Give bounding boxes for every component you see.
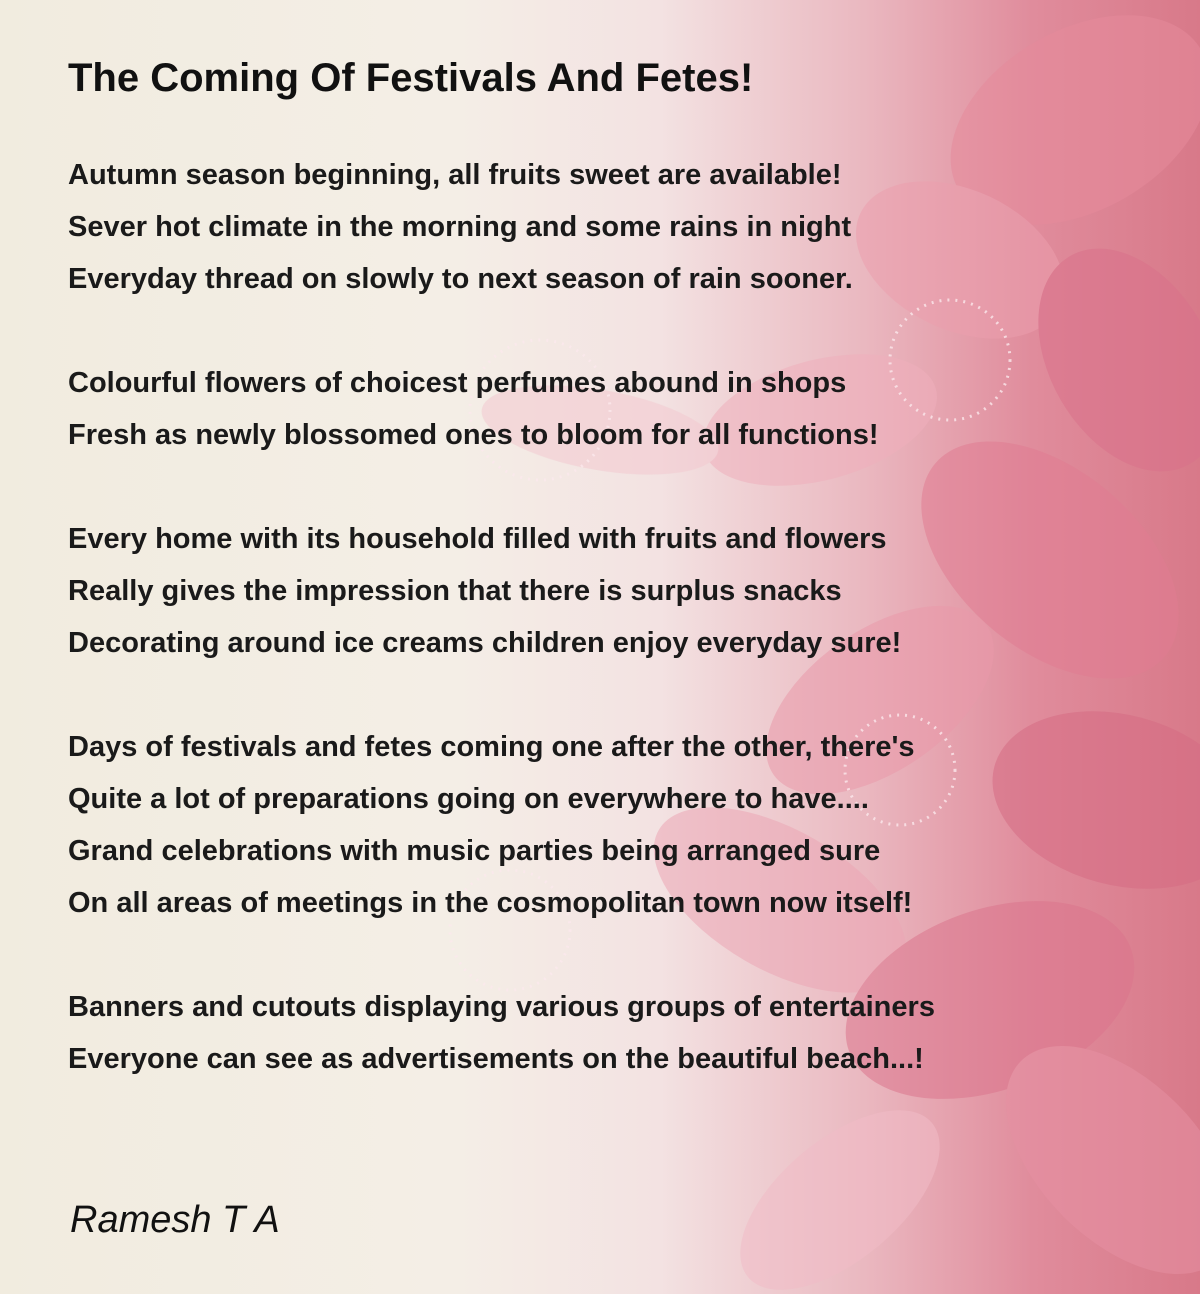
poem-line: Decorating around ice creams children enjoy everyday sure!: [68, 627, 902, 659]
poem-line: Really gives the impression that there is surplus snacks: [68, 575, 842, 607]
poem-line: Banners and cutouts displaying various groups of entertainers: [68, 991, 935, 1023]
poem-line: Sever hot climate in the morning and some rains in night: [68, 211, 852, 243]
poem-line: Everyone can see as advertisements on the beautiful beach...!: [68, 1043, 924, 1075]
poem-title: The Coming Of Festivals And Fetes!: [68, 56, 754, 100]
poem-line: Every home with its household filled with fruits and flowers: [68, 523, 887, 555]
stanza-4: [68, 721, 915, 929]
poem-author: Ramesh T A: [70, 1199, 280, 1241]
poem-line: Autumn season beginning, all fruits sweet are available!: [68, 159, 842, 191]
poem-line: Fresh as newly blossomed ones to bloom for all functions!: [68, 419, 879, 451]
poem-line: Everyday thread on slowly to next season of rain sooner.: [68, 263, 853, 295]
poem-line: Quite a lot of preparations going on everywhere to have....: [68, 783, 869, 815]
stanza-5: [68, 981, 935, 1085]
poem-line: Colourful flowers of choicest perfumes abound in shops: [68, 367, 847, 399]
stanza-3: [68, 513, 901, 669]
poem-line: Grand celebrations with music parties being arranged sure: [68, 835, 881, 867]
poem-line: On all areas of meetings in the cosmopolitan town now itself!: [68, 887, 913, 919]
poem-line: Days of festivals and fetes coming one after the other, there's: [68, 731, 915, 763]
stanza-2: [68, 357, 879, 461]
stanza-1: [68, 149, 853, 305]
